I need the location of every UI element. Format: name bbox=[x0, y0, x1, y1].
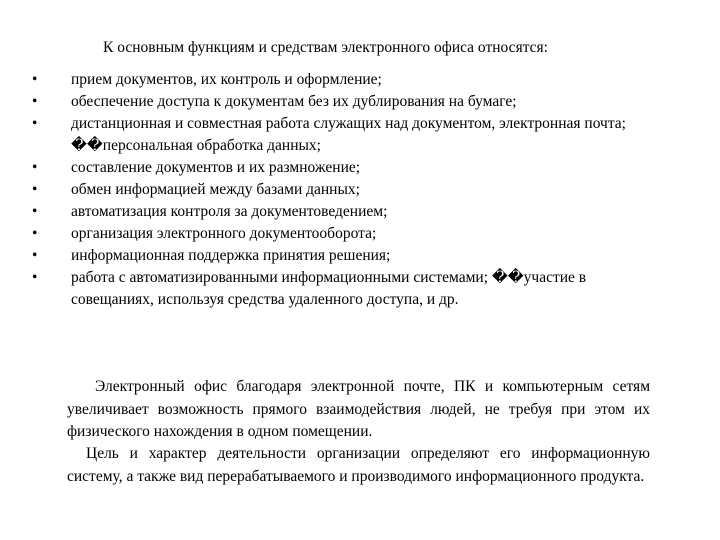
list-item-text: дистанционная и совместная работа служащих над документом, электронная почта; ��персональная обработка данных; bbox=[71, 115, 626, 154]
bullet-icon: • bbox=[32, 225, 38, 242]
list-item bbox=[32, 69, 672, 91]
list-item bbox=[32, 267, 672, 311]
paragraph-purpose bbox=[67, 443, 650, 488]
function-list bbox=[32, 69, 672, 311]
list-item-text: работа с автоматизированными информационными системами; ��участие в совещаниях, используя средства удаленного доступа, и др. bbox=[71, 269, 587, 308]
list-item-text: обмен информацией между базами данных; bbox=[71, 181, 360, 198]
bullet-icon: • bbox=[32, 159, 38, 176]
list-item-text: организация электронного документооборота; bbox=[71, 225, 377, 242]
list-item bbox=[32, 201, 672, 223]
list-item bbox=[32, 223, 672, 245]
bullet-icon: • bbox=[32, 247, 38, 264]
slide-heading: К основным функциям и средствам электронного офиса относятся: bbox=[103, 39, 548, 56]
bullet-icon: • bbox=[32, 181, 38, 198]
bullet-icon: • bbox=[32, 203, 38, 220]
list-item bbox=[32, 113, 672, 157]
list-item bbox=[32, 91, 672, 113]
paragraph-electronic-office: Электронный офис благодаря электронной почте, ПК и компьютерным сетям увеличивает возможность прямого взаимодействия людей, не требуя при этом их физического нахождения в одном помещении. bbox=[67, 378, 650, 440]
list-item-text: прием документов, их контроль и оформление; bbox=[71, 71, 382, 88]
bullet-icon: • bbox=[32, 71, 38, 88]
bullet-icon: • bbox=[32, 93, 38, 110]
list-item bbox=[32, 157, 672, 179]
bullet-icon: • bbox=[32, 115, 38, 132]
list-item-text: составление документов и их размножение; bbox=[71, 159, 361, 176]
list-item bbox=[32, 245, 672, 267]
list-item-text: информационная поддержка принятия решения; bbox=[71, 247, 391, 264]
list-item-text: обеспечение доступа к документам без их дублирования на бумаге; bbox=[71, 93, 517, 110]
bullet-icon: • bbox=[32, 269, 38, 286]
list-item-text: автоматизация контроля за документоведением; bbox=[71, 203, 388, 220]
list-item bbox=[32, 179, 672, 201]
paragraph-purpose-text: Цель и характер деятельности организации определяют его информационную систему, а также вид перерабатываемого и производимого информационного продукта. bbox=[67, 445, 650, 485]
